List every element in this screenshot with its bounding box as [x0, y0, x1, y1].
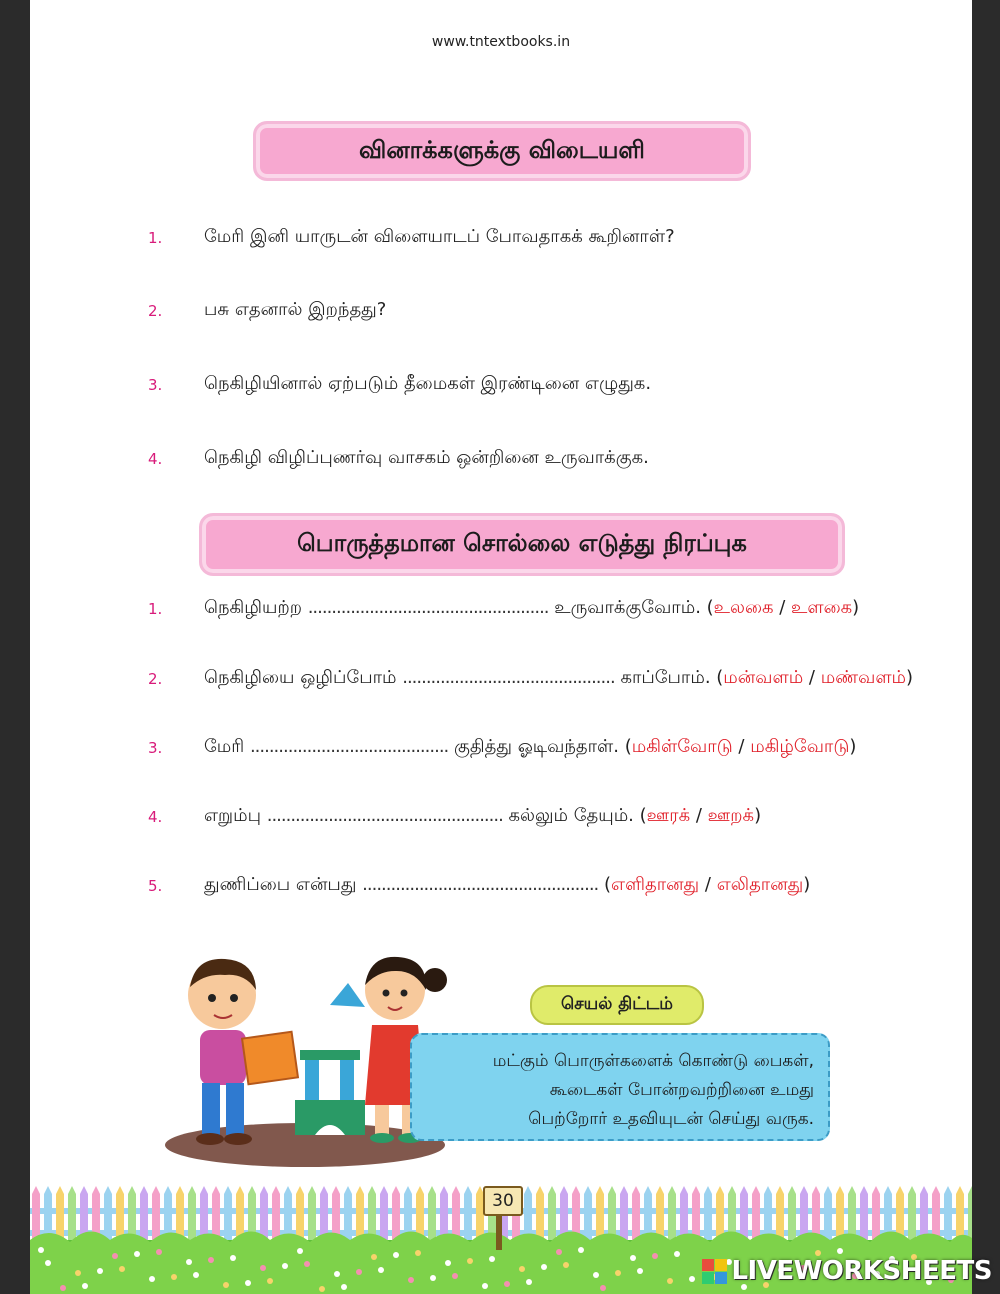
flower	[563, 1262, 569, 1268]
text-after: கல்லும் தேயும். (	[508, 805, 647, 826]
flower	[615, 1270, 621, 1276]
flower	[504, 1281, 510, 1287]
flower	[319, 1286, 325, 1292]
question-text: நெகிழியினால் ஏற்படும் தீமைகள் இரண்டினை எழுதுக.	[204, 373, 652, 394]
flower	[230, 1255, 236, 1261]
flower	[186, 1259, 192, 1265]
option-1[interactable]: ஊரக்	[646, 805, 691, 826]
flower	[489, 1256, 495, 1262]
flower	[526, 1279, 532, 1285]
question-text: நெகிழி விழிப்புணர்வு வாசகம் ஒன்றினை உருவாக்குக.	[204, 447, 649, 468]
flower	[600, 1285, 606, 1291]
blank-dots[interactable]: ..................................................	[266, 805, 503, 826]
boy-figure	[188, 959, 298, 1145]
flower	[341, 1284, 347, 1290]
item-text	[204, 667, 913, 690]
flower	[260, 1265, 266, 1271]
item-number: 5.	[148, 877, 163, 895]
flower	[371, 1254, 377, 1260]
flower	[445, 1260, 451, 1266]
item-text	[204, 805, 761, 828]
option-1[interactable]: உலகை	[713, 597, 774, 618]
blank-dots[interactable]: .............................................	[402, 667, 615, 688]
flower	[578, 1247, 584, 1253]
flower	[149, 1276, 155, 1282]
page-number: 30	[483, 1186, 523, 1216]
text-after: உருவாக்குவோம். (	[554, 597, 714, 618]
item-number: 3.	[148, 739, 163, 757]
toy-blocks	[295, 1050, 365, 1135]
flower	[667, 1278, 673, 1284]
flower	[304, 1261, 310, 1267]
option-separator: /	[699, 874, 717, 895]
question-number: 2.	[148, 302, 163, 320]
flower	[637, 1268, 643, 1274]
watermark-text: LIVEWORKSHEETS	[731, 1256, 992, 1286]
option-1[interactable]: மகிள்வோடு	[631, 736, 733, 757]
question-text: மேரி இனி யாருடன் விளையாடப் போவதாகக் கூறினாள்?	[204, 226, 675, 247]
flower	[393, 1252, 399, 1258]
item-text	[204, 736, 856, 759]
flower	[282, 1263, 288, 1269]
option-2[interactable]: மண்வளம்	[820, 667, 907, 688]
flower	[223, 1282, 229, 1288]
flower	[452, 1273, 458, 1279]
flower	[689, 1276, 695, 1282]
blank-dots[interactable]: ..........................................	[249, 736, 449, 757]
question-number: 3.	[148, 376, 163, 394]
sign-post	[496, 1210, 502, 1250]
flower	[38, 1247, 44, 1253]
close-paren: )	[849, 736, 857, 757]
option-separator: /	[690, 805, 708, 826]
flower	[60, 1285, 66, 1291]
flower	[134, 1251, 140, 1257]
activity-box	[410, 1033, 830, 1141]
text-after: காப்போம். (	[620, 667, 724, 688]
option-separator: /	[803, 667, 821, 688]
question-text: பசு எதனால் இறந்தது?	[204, 299, 387, 320]
flower	[556, 1249, 562, 1255]
text-after: குதித்து ஓடிவந்தாள். (	[454, 736, 632, 757]
text-before: நெகிழியை ஒழிப்போம்	[204, 667, 397, 688]
option-2[interactable]: ஊறக்	[707, 805, 755, 826]
flower	[75, 1270, 81, 1276]
item-text	[204, 874, 810, 897]
question-number: 1.	[148, 229, 163, 247]
flower	[415, 1250, 421, 1256]
flower	[674, 1251, 680, 1257]
flower	[156, 1249, 162, 1255]
question-number: 4.	[148, 450, 163, 468]
item-number: 1.	[148, 600, 163, 618]
item-number: 4.	[148, 808, 163, 826]
activity-tag: செயல் திட்டம்	[530, 985, 704, 1025]
activity-line: பெற்றோர் உதவியுடன் செய்து வருக.	[528, 1109, 814, 1129]
flower	[245, 1280, 251, 1286]
close-paren: )	[906, 667, 914, 688]
option-1[interactable]: எளிதானது	[611, 874, 700, 895]
option-2[interactable]: உளகை	[791, 597, 853, 618]
flower	[82, 1283, 88, 1289]
flower	[541, 1264, 547, 1270]
flower	[193, 1272, 199, 1278]
kids-playing-illustration	[150, 935, 450, 1170]
option-1[interactable]: மன்வளம்	[723, 667, 804, 688]
option-separator: /	[732, 736, 751, 757]
site-url: www.tntextbooks.in	[431, 34, 571, 50]
text-before: துணிப்பை என்பது	[204, 874, 357, 895]
option-separator: /	[773, 597, 792, 618]
text-before: எறும்பு	[204, 805, 261, 826]
close-paren: )	[803, 874, 811, 895]
activity-line: மட்கும் பொருள்களைக் கொண்டு பைகள்,	[492, 1051, 814, 1071]
flower	[267, 1278, 273, 1284]
text-before: மேரி	[204, 736, 245, 757]
liveworksheets-watermark[interactable]	[702, 1256, 992, 1286]
flower	[430, 1275, 436, 1281]
section2-title: பொருத்தமான சொல்லை எடுத்து நிரப்புக	[199, 513, 845, 576]
option-2[interactable]: மகிழ்வோடு	[750, 736, 850, 757]
flower	[297, 1248, 303, 1254]
flower	[408, 1277, 414, 1283]
flower	[467, 1258, 473, 1264]
flower	[119, 1266, 125, 1272]
close-paren: )	[852, 597, 860, 618]
text-before: நெகிழியற்ற	[204, 597, 302, 618]
flower	[334, 1271, 340, 1277]
activity-line: கூடைகள் போன்றவற்றினை உமது	[549, 1080, 814, 1100]
section1-title: வினாக்களுக்கு விடையளி	[253, 121, 751, 181]
close-paren: )	[754, 805, 762, 826]
blank-dots[interactable]: ..................................................	[362, 874, 599, 895]
flower	[630, 1255, 636, 1261]
flower	[519, 1266, 525, 1272]
item-text	[204, 597, 859, 620]
flower	[482, 1283, 488, 1289]
flower	[208, 1257, 214, 1263]
page	[30, 0, 972, 1294]
option-2[interactable]: எலிதானது	[716, 874, 804, 895]
text-after: (	[604, 874, 612, 895]
flower	[45, 1260, 51, 1266]
flower	[171, 1274, 177, 1280]
flower	[652, 1253, 658, 1259]
flower	[593, 1272, 599, 1278]
blank-dots[interactable]: ...................................................	[307, 597, 549, 618]
flower	[356, 1269, 362, 1275]
flower	[837, 1248, 843, 1254]
item-number: 2.	[148, 670, 163, 688]
liveworksheets-logo-icon	[702, 1259, 727, 1284]
flower	[378, 1267, 384, 1273]
flower	[112, 1253, 118, 1259]
flower	[97, 1268, 103, 1274]
